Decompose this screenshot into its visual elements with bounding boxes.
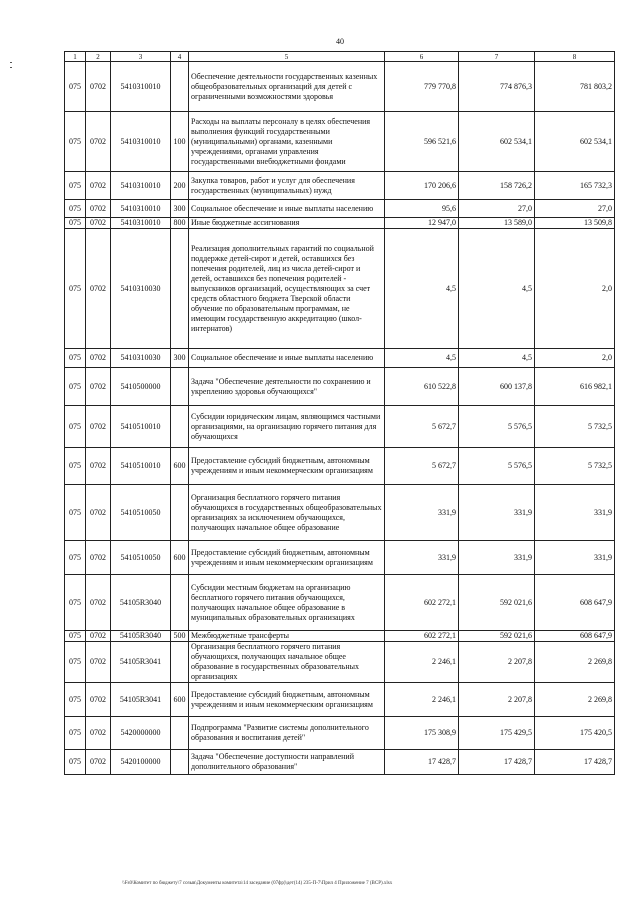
section-code-cell: 0702 (86, 368, 111, 406)
table-row (65, 683, 615, 717)
file-path-footer: \\Fs0\Комитет по бюджету\7 созыв\Документы комитета\14 заседание (07фр)\дет(14) 235-П-7\Прил 4 Приложение 7 (ВСР).xlsx (122, 881, 393, 886)
description-cell: Межбюджетные трансферты (189, 631, 385, 642)
table-row (65, 575, 615, 631)
table-row (65, 112, 615, 172)
description-cell: Социальное обеспечение и иные выплаты населению (189, 200, 385, 218)
section-code-cell: 0702 (86, 62, 111, 112)
target-article-cell: 54105R3041 (111, 683, 171, 717)
amount-year2-cell: 774 876,3 (459, 62, 535, 112)
description-cell: Субсидии юридическим лицам, являющимся частными организациями, на организацию горячего питания для обучающихся (189, 406, 385, 448)
gov-code-cell: 075 (65, 541, 86, 575)
amount-year3-cell: 608 647,9 (535, 575, 615, 631)
header-cell: 5 (189, 52, 385, 62)
description-cell: Задача "Обеспечение доступности направлений дополнительного образования" (189, 750, 385, 775)
amount-year1-cell: 4,5 (385, 349, 459, 368)
table-row (65, 717, 615, 750)
target-article-cell: 5420000000 (111, 717, 171, 750)
amount-year3-cell: 2,0 (535, 229, 615, 349)
gov-code-cell: 075 (65, 368, 86, 406)
amount-year3-cell: 13 509,8 (535, 218, 615, 229)
amount-year3-cell: 165 732,3 (535, 172, 615, 200)
amount-year1-cell: 2 246,1 (385, 642, 459, 683)
expense-type-cell (171, 62, 189, 112)
amount-year3-cell: 5 732,5 (535, 406, 615, 448)
amount-year2-cell: 5 576,5 (459, 406, 535, 448)
description-cell: Субсидии местным бюджетам на организацию бесплатного горячего питания обучающихся, получающих начальное общее образование в муниципальных образовательных организациях (189, 575, 385, 631)
target-article-cell: 5410310010 (111, 112, 171, 172)
margin-mark (10, 62, 12, 63)
section-code-cell: 0702 (86, 683, 111, 717)
expense-type-cell (171, 575, 189, 631)
description-cell: Иные бюджетные ассигнования (189, 218, 385, 229)
section-code-cell: 0702 (86, 349, 111, 368)
header-cell: 6 (385, 52, 459, 62)
expense-type-cell: 200 (171, 172, 189, 200)
table-row (65, 172, 615, 200)
amount-year3-cell: 781 803,2 (535, 62, 615, 112)
amount-year2-cell: 331,9 (459, 541, 535, 575)
amount-year1-cell: 95,6 (385, 200, 459, 218)
section-code-cell: 0702 (86, 750, 111, 775)
description-cell: Реализация дополнительных гарантий по социальной поддержке детей-сирот и детей, оставшихся без попечения родителей, лиц из числа детей-сирот и детей, оставшихся без попечения родителей - выпускников организаций, осуществляющих за счет средств областного бюджета Тверской области обучение по образовательным программам, не имеющим государственную аккредитацию (школ-интернатов) (189, 229, 385, 349)
amount-year3-cell: 27,0 (535, 200, 615, 218)
amount-year3-cell: 2,0 (535, 349, 615, 368)
gov-code-cell: 075 (65, 218, 86, 229)
amount-year1-cell: 2 246,1 (385, 683, 459, 717)
target-article-cell: 5410500000 (111, 368, 171, 406)
header-row (65, 52, 615, 62)
table-row (65, 406, 615, 448)
description-cell: Предоставление субсидий бюджетным, автономным учреждениям и иным некоммерческим организациям (189, 448, 385, 485)
margin-mark (10, 67, 12, 68)
section-code-cell: 0702 (86, 448, 111, 485)
gov-code-cell: 075 (65, 200, 86, 218)
amount-year1-cell: 17 428,7 (385, 750, 459, 775)
expense-type-cell (171, 750, 189, 775)
section-code-cell: 0702 (86, 485, 111, 541)
gov-code-cell: 075 (65, 406, 86, 448)
amount-year2-cell: 600 137,8 (459, 368, 535, 406)
amount-year1-cell: 170 206,6 (385, 172, 459, 200)
section-code-cell: 0702 (86, 541, 111, 575)
amount-year3-cell: 5 732,5 (535, 448, 615, 485)
expense-type-cell: 300 (171, 200, 189, 218)
gov-code-cell: 075 (65, 750, 86, 775)
section-code-cell: 0702 (86, 717, 111, 750)
gov-code-cell: 075 (65, 349, 86, 368)
header-cell: 8 (535, 52, 615, 62)
amount-year1-cell: 602 272,1 (385, 575, 459, 631)
table-row (65, 631, 615, 642)
expense-type-cell: 600 (171, 448, 189, 485)
gov-code-cell: 075 (65, 112, 86, 172)
section-code-cell: 0702 (86, 172, 111, 200)
expense-type-cell (171, 229, 189, 349)
amount-year2-cell: 175 429,5 (459, 717, 535, 750)
amount-year1-cell: 596 521,6 (385, 112, 459, 172)
expense-type-cell (171, 485, 189, 541)
amount-year1-cell: 331,9 (385, 485, 459, 541)
header-cell: 1 (65, 52, 86, 62)
budget-table (64, 51, 615, 775)
amount-year3-cell: 175 420,5 (535, 717, 615, 750)
amount-year1-cell: 12 947,0 (385, 218, 459, 229)
description-cell: Организация бесплатного горячего питания обучающихся, получающих начальное общее образование в государственных образовательных организациях (189, 642, 385, 683)
amount-year2-cell: 13 589,0 (459, 218, 535, 229)
description-cell: Предоставление субсидий бюджетным, автономным учреждениям и иным некоммерческим организациям (189, 683, 385, 717)
table-row (65, 62, 615, 112)
gov-code-cell: 075 (65, 448, 86, 485)
description-cell: Обеспечение деятельности государственных казенных общеобразовательных организаций для детей с ограниченными возможностями здоровья (189, 62, 385, 112)
expense-type-cell: 100 (171, 112, 189, 172)
header-cell: 2 (86, 52, 111, 62)
amount-year1-cell: 5 672,7 (385, 406, 459, 448)
expense-type-cell: 800 (171, 218, 189, 229)
amount-year1-cell: 779 770,8 (385, 62, 459, 112)
amount-year2-cell: 158 726,2 (459, 172, 535, 200)
expense-type-cell: 300 (171, 349, 189, 368)
table-row (65, 218, 615, 229)
table-row (65, 200, 615, 218)
amount-year2-cell: 17 428,7 (459, 750, 535, 775)
description-cell: Закупка товаров, работ и услуг для обеспечения государственных (муниципальных) нужд (189, 172, 385, 200)
amount-year1-cell: 5 672,7 (385, 448, 459, 485)
gov-code-cell: 075 (65, 485, 86, 541)
expense-type-cell: 600 (171, 541, 189, 575)
target-article-cell: 5410510050 (111, 541, 171, 575)
amount-year3-cell: 2 269,8 (535, 683, 615, 717)
amount-year3-cell: 2 269,8 (535, 642, 615, 683)
description-cell: Расходы на выплаты персоналу в целях обеспечения выполнения функций государственными (муниципальными) органами, казенными учреждениями, органами управления государственными внебюджетными фондами (189, 112, 385, 172)
target-article-cell: 5420100000 (111, 750, 171, 775)
target-article-cell: 5410510010 (111, 406, 171, 448)
amount-year2-cell: 5 576,5 (459, 448, 535, 485)
gov-code-cell: 075 (65, 683, 86, 717)
amount-year3-cell: 608 647,9 (535, 631, 615, 642)
expense-type-cell (171, 642, 189, 683)
amount-year2-cell: 4,5 (459, 229, 535, 349)
gov-code-cell: 075 (65, 172, 86, 200)
amount-year1-cell: 331,9 (385, 541, 459, 575)
section-code-cell: 0702 (86, 406, 111, 448)
expense-type-cell (171, 717, 189, 750)
table-row (65, 448, 615, 485)
expense-type-cell: 500 (171, 631, 189, 642)
header-cell: 7 (459, 52, 535, 62)
description-cell: Социальное обеспечение и иные выплаты населению (189, 349, 385, 368)
amount-year3-cell: 17 428,7 (535, 750, 615, 775)
amount-year2-cell: 592 021,6 (459, 575, 535, 631)
header-cell: 3 (111, 52, 171, 62)
amount-year2-cell: 2 207,8 (459, 642, 535, 683)
expense-type-cell (171, 406, 189, 448)
amount-year2-cell: 331,9 (459, 485, 535, 541)
amount-year3-cell: 331,9 (535, 485, 615, 541)
amount-year3-cell: 331,9 (535, 541, 615, 575)
description-cell: Задача "Обеспечение деятельности по сохранению и укреплению здоровья обучающихся" (189, 368, 385, 406)
table-row (65, 368, 615, 406)
table-row (65, 541, 615, 575)
header-cell: 4 (171, 52, 189, 62)
description-cell: Организация бесплатного горячего питания обучающихся в государственных общеобразовательных организациях за исключением обучающихся, получающих начальное общее образование (189, 485, 385, 541)
gov-code-cell: 075 (65, 62, 86, 112)
target-article-cell: 5410310010 (111, 62, 171, 112)
target-article-cell: 5410310010 (111, 218, 171, 229)
gov-code-cell: 075 (65, 642, 86, 683)
amount-year2-cell: 592 021,6 (459, 631, 535, 642)
table-row (65, 642, 615, 683)
amount-year2-cell: 2 207,8 (459, 683, 535, 717)
table-row (65, 349, 615, 368)
description-cell: Подпрограмма "Развитие системы дополнительного образования и воспитания детей" (189, 717, 385, 750)
target-article-cell: 54105R3040 (111, 575, 171, 631)
amount-year3-cell: 602 534,1 (535, 112, 615, 172)
target-article-cell: 5410310010 (111, 172, 171, 200)
target-article-cell: 54105R3040 (111, 631, 171, 642)
table-row (65, 750, 615, 775)
section-code-cell: 0702 (86, 642, 111, 683)
section-code-cell: 0702 (86, 229, 111, 349)
amount-year2-cell: 27,0 (459, 200, 535, 218)
amount-year1-cell: 4,5 (385, 229, 459, 349)
section-code-cell: 0702 (86, 631, 111, 642)
amount-year3-cell: 616 982,1 (535, 368, 615, 406)
gov-code-cell: 075 (65, 575, 86, 631)
section-code-cell: 0702 (86, 575, 111, 631)
amount-year1-cell: 610 522,8 (385, 368, 459, 406)
section-code-cell: 0702 (86, 112, 111, 172)
expense-type-cell: 600 (171, 683, 189, 717)
amount-year2-cell: 4,5 (459, 349, 535, 368)
target-article-cell: 54105R3041 (111, 642, 171, 683)
gov-code-cell: 075 (65, 229, 86, 349)
section-code-cell: 0702 (86, 200, 111, 218)
table-row (65, 485, 615, 541)
amount-year1-cell: 175 308,9 (385, 717, 459, 750)
target-article-cell: 5410510010 (111, 448, 171, 485)
target-article-cell: 5410510050 (111, 485, 171, 541)
amount-year1-cell: 602 272,1 (385, 631, 459, 642)
table-row (65, 229, 615, 349)
amount-year2-cell: 602 534,1 (459, 112, 535, 172)
gov-code-cell: 075 (65, 631, 86, 642)
page-number: 40 (336, 37, 344, 46)
section-code-cell: 0702 (86, 218, 111, 229)
target-article-cell: 5410310030 (111, 349, 171, 368)
expense-type-cell (171, 368, 189, 406)
description-cell: Предоставление субсидий бюджетным, автономным учреждениям и иным некоммерческим организациям (189, 541, 385, 575)
gov-code-cell: 075 (65, 717, 86, 750)
target-article-cell: 5410310010 (111, 200, 171, 218)
target-article-cell: 5410310030 (111, 229, 171, 349)
